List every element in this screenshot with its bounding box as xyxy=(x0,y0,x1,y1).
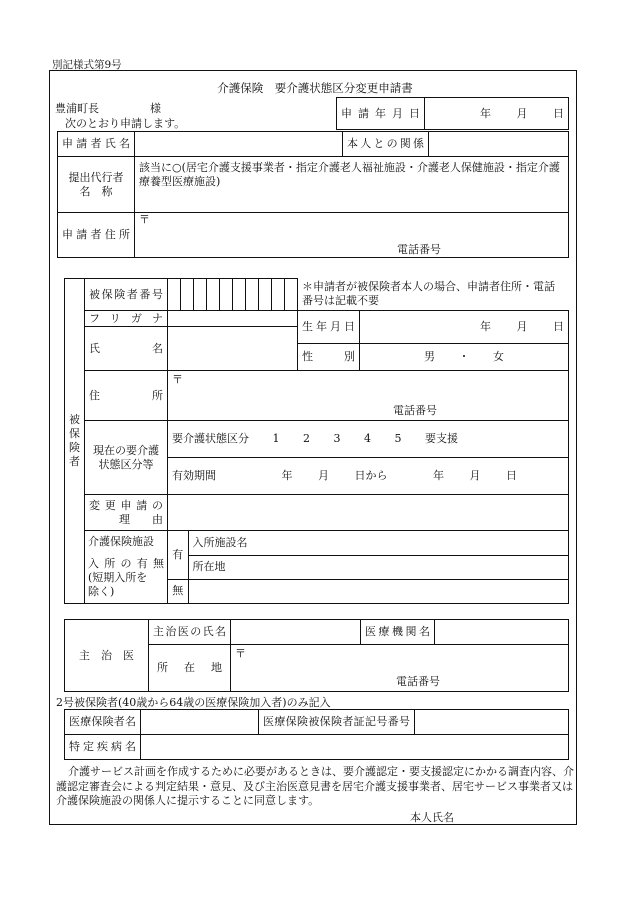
insured-number-digit[interactable] xyxy=(285,279,298,311)
sex-field[interactable] xyxy=(360,344,569,371)
care-level-option[interactable]: 3 xyxy=(333,432,341,445)
consent-statement: 介護サービス計画を作成するために必要があるときは、要介護認定・要支援認定にかかる調査内容、介護認定審査会による判定結果・意見、及び主治医意見書を居宅介護支援事業者、居宅サービス事業者又は介護保険施設の関係人に提示することに同意します。 xyxy=(56,765,574,807)
facility-label-line4: 除く) xyxy=(88,585,115,598)
phone-label: 電話番号 xyxy=(397,243,441,256)
agent-label-line2: 名 称 xyxy=(79,184,113,198)
sex-separator: ・ xyxy=(458,350,470,363)
agent-description: 該当に○(居宅介護支援事業者・指定介護老人福祉施設・介護老人保健施設・指定介護療養型医療施設) xyxy=(139,161,560,188)
insured-number-digit[interactable] xyxy=(207,279,220,311)
postal-mark: 〒 xyxy=(235,647,246,660)
form-number-label: 別記様式第9号 xyxy=(52,59,122,71)
phone-label: 電話番号 xyxy=(396,675,440,688)
doctor-table xyxy=(64,619,569,692)
change-reason-label xyxy=(85,495,168,531)
municipality-label: 豊浦町長 xyxy=(55,102,99,115)
facility-admission-field xyxy=(168,531,569,604)
facility-name-field[interactable] xyxy=(188,531,568,555)
sex-male-option[interactable]: 男 xyxy=(424,350,435,363)
disease-field[interactable] xyxy=(141,735,569,760)
applicant-address-label: 申請者住所 xyxy=(58,213,135,258)
agent-field[interactable] xyxy=(135,157,569,213)
insured-name-label: 氏 名 xyxy=(85,327,168,371)
relation-field[interactable] xyxy=(429,132,569,157)
agent-label xyxy=(58,157,135,213)
change-reason-line1: 変更申請の xyxy=(89,498,163,512)
dob-month-unit: 月 xyxy=(516,320,528,333)
applicant-name-field[interactable] xyxy=(135,132,343,157)
change-reason-field[interactable] xyxy=(168,495,569,531)
insured-note: ＊申請者が被保険者本人の場合、申請者住所・電話番号は記載不要 xyxy=(298,279,569,311)
insured-number-digit[interactable] xyxy=(181,279,194,311)
sex-female-option[interactable]: 女 xyxy=(493,350,504,363)
apply-statement: 次のとおり申請します。 xyxy=(65,117,186,130)
period-unit: 月 xyxy=(469,469,481,482)
sex-label: 性 別 xyxy=(298,344,360,371)
doctor-name-field[interactable] xyxy=(231,620,361,645)
date-year-unit: 年 xyxy=(480,106,491,120)
insurer-field[interactable] xyxy=(141,710,259,735)
current-status-label xyxy=(85,421,168,495)
insured-number-digit[interactable] xyxy=(272,279,285,311)
period-unit: 年 xyxy=(433,469,444,482)
insurer-label: 医療保険者名 xyxy=(65,710,141,735)
facility-location-field[interactable] xyxy=(188,555,568,579)
insured-side-label xyxy=(65,279,85,604)
care-level-option[interactable]: 1 xyxy=(272,432,280,445)
insured-number-digit[interactable] xyxy=(259,279,272,311)
applicant-table xyxy=(57,131,569,258)
insured-number-digit[interactable] xyxy=(220,279,233,311)
second-insured-label: 2号被保険者(40歳から64歳の医療保険加入者)のみ記入 xyxy=(56,696,331,709)
self-name-label: 本人氏名 xyxy=(410,811,454,824)
applicant-name-label: 申請者氏名 xyxy=(58,132,135,157)
insured-side-char: 者 xyxy=(69,455,80,468)
dob-day-unit: 日 xyxy=(553,320,564,333)
insured-address-label: 住 所 xyxy=(85,371,168,421)
insured-side-char: 被 xyxy=(69,413,80,426)
facility-label-line2: 入所の有無 xyxy=(88,557,164,570)
insured-number-digit[interactable] xyxy=(246,279,259,311)
care-level-option[interactable]: 5 xyxy=(394,432,402,445)
facility-location-label: 所在地 xyxy=(192,560,226,573)
application-date-field[interactable] xyxy=(425,98,569,130)
support-option[interactable]: 要支援 xyxy=(425,432,458,445)
care-level-field[interactable] xyxy=(168,421,569,458)
relation-label: 本人との関係 xyxy=(343,132,429,157)
page-title: 介護保険 要介護状態区分変更申請書 xyxy=(217,81,413,95)
date-month-unit: 月 xyxy=(516,106,528,120)
agent-label-line1: 提出代行者 xyxy=(68,170,124,184)
dob-field[interactable] xyxy=(360,311,569,344)
certificate-field[interactable] xyxy=(415,710,569,735)
furigana-field[interactable] xyxy=(168,311,298,327)
facility-label-line1: 介護保険施設 xyxy=(88,535,154,548)
application-date-table xyxy=(336,97,569,130)
insured-address-field[interactable] xyxy=(168,371,569,421)
facility-label-line3: (短期入所を xyxy=(88,571,148,584)
applicant-address-field[interactable] xyxy=(135,213,569,258)
facility-subtable xyxy=(168,531,568,603)
facility-name-label: 入所施設名 xyxy=(192,535,248,549)
change-reason-line2: 理 由 xyxy=(119,512,163,526)
period-unit: 日 xyxy=(506,469,517,482)
insured-table xyxy=(64,278,569,604)
insured-number-digit[interactable] xyxy=(168,279,181,311)
honorific-label: 様 xyxy=(150,102,161,115)
doctor-name-label: 主治医の氏名 xyxy=(149,620,231,645)
facility-none-field xyxy=(188,579,568,603)
dob-label: 生年月日 xyxy=(298,311,360,344)
validity-period-label: 有効期間 xyxy=(172,469,216,482)
insured-number-label: 被保険者番号 xyxy=(85,279,168,311)
disease-label: 特定疾病名 xyxy=(65,735,141,760)
period-unit: 月 xyxy=(318,469,329,482)
postal-mark: 〒 xyxy=(172,373,183,386)
second-insured-table xyxy=(64,709,569,760)
period-unit: 年 xyxy=(281,469,293,482)
institution-label: 医療機関名 xyxy=(361,620,435,645)
date-day-unit: 日 xyxy=(553,106,564,120)
facility-yes-option[interactable]: 有 xyxy=(168,531,188,579)
certificate-label: 医療保険被保険者証記号番号 xyxy=(259,710,415,735)
facility-admission-label xyxy=(85,531,168,604)
institution-field[interactable] xyxy=(435,620,569,645)
current-status-line2: 状態区分等 xyxy=(98,457,154,471)
insured-number-digit[interactable] xyxy=(233,279,246,311)
insured-side-char: 険 xyxy=(69,441,80,454)
phone-label: 電話番号 xyxy=(393,404,437,417)
dob-year-unit: 年 xyxy=(480,320,491,333)
current-status-line1: 現在の要介護 xyxy=(93,443,159,457)
doctor-location-field[interactable] xyxy=(231,645,569,692)
care-level-option[interactable]: 2 xyxy=(303,432,310,445)
postal-mark: 〒 xyxy=(139,213,150,226)
insured-number-digit[interactable] xyxy=(194,279,207,311)
insured-name-field[interactable] xyxy=(168,327,298,371)
doctor-side-label: 主 治 医 xyxy=(65,620,149,692)
furigana-label: フリガナ xyxy=(85,311,168,327)
care-level-option[interactable]: 4 xyxy=(364,432,371,445)
facility-no-option[interactable]: 無 xyxy=(168,579,188,603)
insured-side-char: 保 xyxy=(69,427,80,440)
period-unit: 日から xyxy=(354,469,388,482)
validity-period-field[interactable] xyxy=(168,458,569,495)
care-level-label: 要介護状態区分 xyxy=(172,432,249,445)
application-date-label: 申請年月日 xyxy=(337,98,425,130)
doctor-location-label: 所 在 地 xyxy=(149,645,231,692)
